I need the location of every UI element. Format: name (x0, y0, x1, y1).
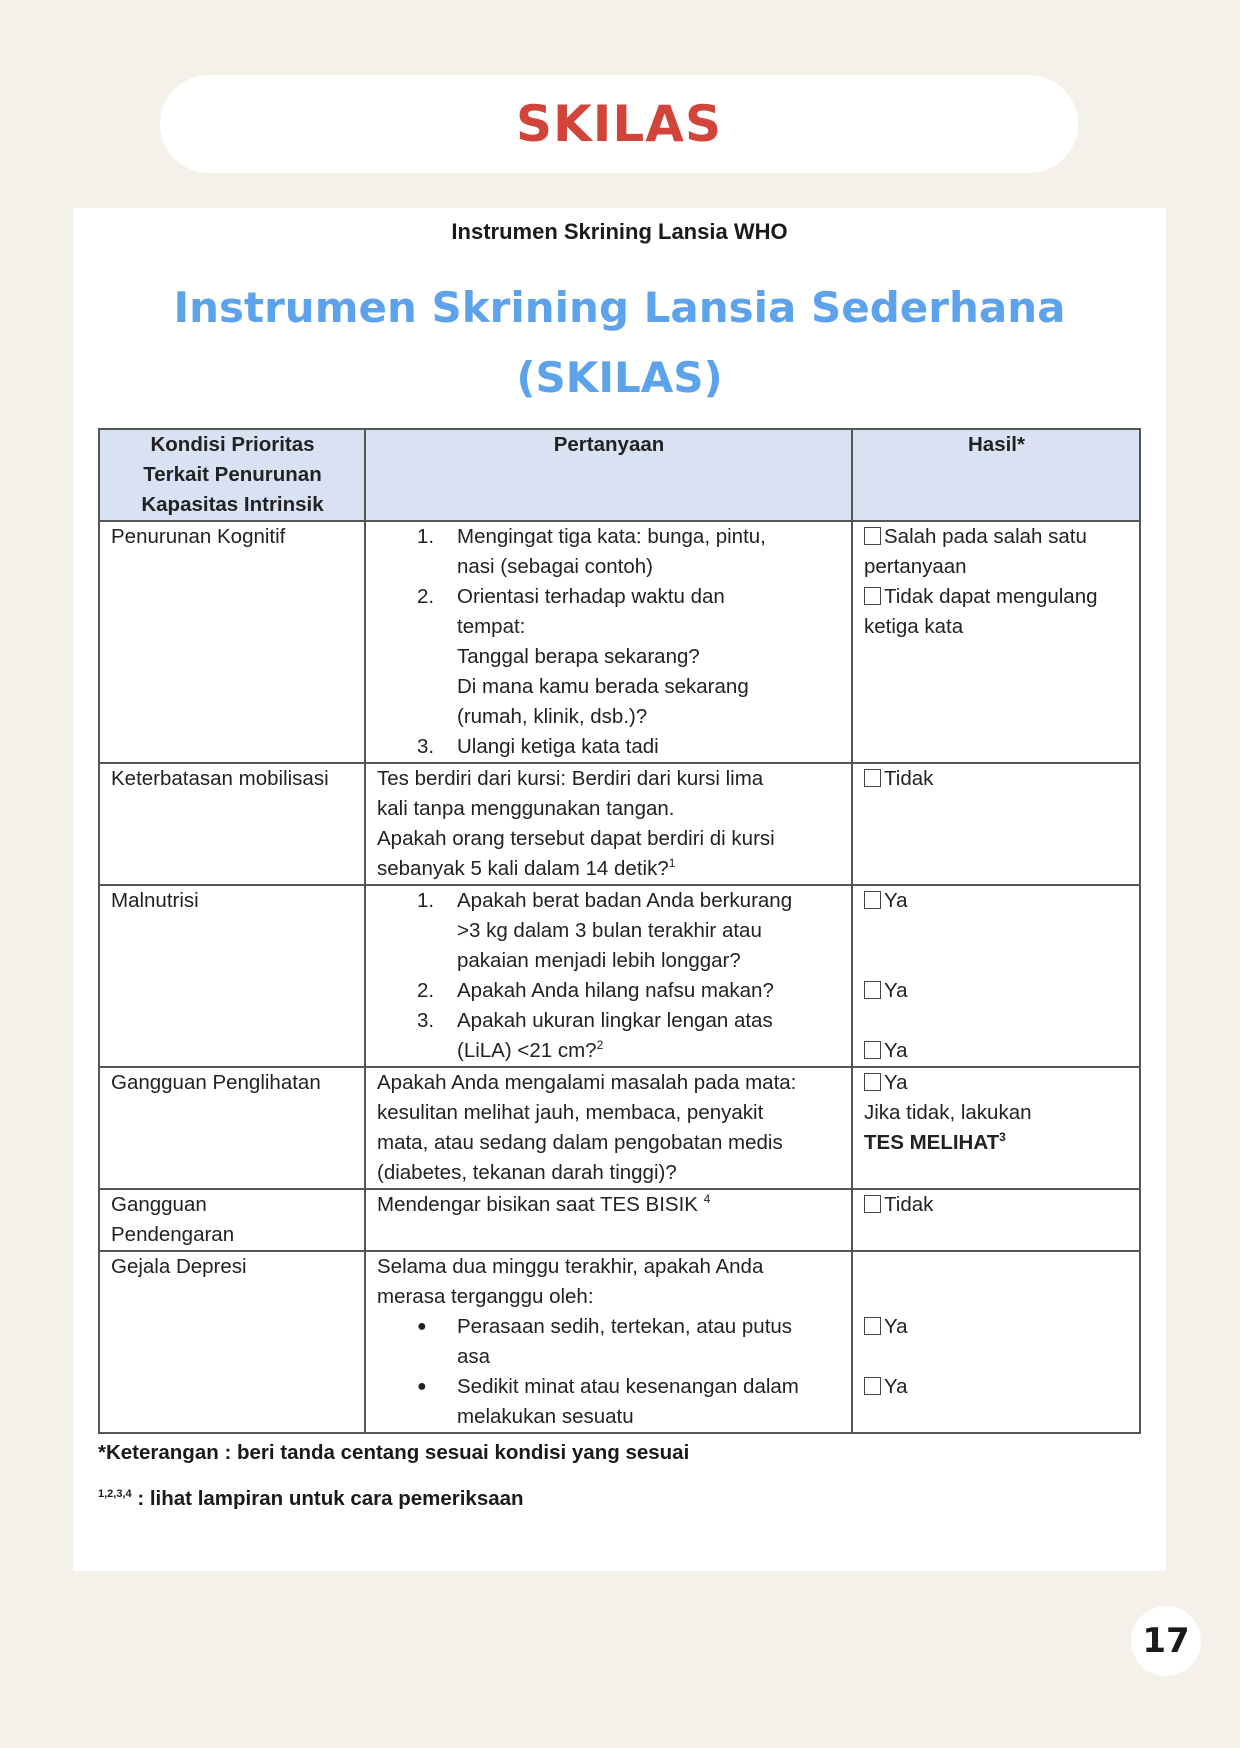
result-cell (852, 763, 1140, 885)
question-number: 3. (417, 1009, 435, 1032)
question-text: mata, atau sedang dalam pengobatan medis (377, 1131, 783, 1154)
table-row (99, 885, 1140, 1067)
table-row (99, 1067, 1140, 1189)
result-label: Ya (884, 1071, 908, 1094)
result-cell (852, 521, 1140, 763)
question-text: Apakah Anda hilang nafsu makan? (457, 979, 774, 1002)
question-text: Apakah berat badan Anda berkurang (457, 889, 793, 912)
question-cell (365, 521, 852, 763)
bullet-item (417, 1372, 841, 1432)
result-note: Jika tidak, lakukan (864, 1101, 1032, 1124)
question-text: Mendengar bisikan saat TES BISIK (377, 1193, 704, 1216)
checkbox-icon[interactable] (864, 587, 881, 605)
question-text: melakukan sesuatu (457, 1405, 634, 1428)
result-option[interactable] (864, 764, 1129, 794)
result-cell (852, 1251, 1140, 1433)
question-text: pakaian menjadi lebih longgar? (457, 949, 741, 972)
result-option[interactable] (864, 886, 1129, 916)
question-text: Tanggal berapa sekarang? (457, 645, 700, 668)
condition-cell: Penurunan Kognitif (99, 521, 365, 763)
question-number: 2. (417, 585, 435, 608)
question-text: Di mana kamu berada sekarang (457, 675, 749, 698)
question-text: Sedikit minat atau kesenangan dalam (457, 1375, 799, 1398)
question-cell (365, 1251, 852, 1433)
result-label: Tidak (884, 767, 934, 790)
result-option[interactable] (864, 1068, 1129, 1098)
result-cell (852, 1189, 1140, 1251)
result-option[interactable] (864, 1036, 1129, 1066)
result-option[interactable] (864, 1312, 1129, 1342)
question-text: Selama dua minggu terakhir, apakah Anda (377, 1255, 764, 1278)
result-option[interactable] (864, 582, 1129, 612)
result-label: Ya (884, 1039, 908, 1062)
question-text: nasi (sebagai contoh) (457, 555, 654, 578)
question-cell (365, 763, 852, 885)
footnote-ref: 1 (668, 856, 676, 871)
question-cell (365, 885, 852, 1067)
table-row (99, 1251, 1140, 1433)
table-row (99, 521, 1140, 763)
checkbox-icon[interactable] (864, 1317, 881, 1335)
checkbox-icon[interactable] (864, 891, 881, 909)
question-text: Tes berdiri dari kursi: Berdiri dari kursi lima (377, 767, 764, 790)
question-item (417, 522, 841, 582)
header-condition-line3: Kapasitas Intrinsik (141, 493, 324, 516)
result-note-test: TES MELIHAT (864, 1131, 1000, 1154)
question-number: 1. (417, 525, 435, 548)
result-option[interactable] (864, 522, 1129, 552)
checkbox-icon[interactable] (864, 1377, 881, 1395)
question-text: merasa terganggu oleh: (377, 1285, 594, 1308)
header-condition (99, 429, 365, 521)
header-question: Pertanyaan (365, 429, 852, 521)
question-text: asa (457, 1345, 491, 1368)
table-and-notes (98, 428, 1141, 1514)
skilas-table (98, 428, 1141, 1434)
question-cell (365, 1067, 852, 1189)
question-text: tempat: (457, 615, 526, 638)
bullet-item (417, 1312, 841, 1372)
question-text: (LiLA) <21 cm? (457, 1039, 597, 1062)
result-label: Tidak (884, 1193, 934, 1216)
header-title-pill (160, 75, 1078, 173)
question-text: kali tanpa menggunakan tangan. (377, 797, 675, 820)
result-label-cont: ketiga kata (864, 615, 964, 638)
question-item (417, 976, 841, 1006)
result-label: Ya (884, 889, 908, 912)
checkbox-icon[interactable] (864, 1195, 881, 1213)
document-title-line1: Instrumen Skrining Lansia Sederhana (173, 283, 1066, 332)
question-text: Ulangi ketiga kata tadi (457, 735, 659, 758)
document-panel (73, 208, 1166, 1571)
question-text: (rumah, klinik, dsb.)? (457, 705, 648, 728)
table-header-row (99, 429, 1140, 521)
condition-cell: Malnutrisi (99, 885, 365, 1067)
condition-cell: Gangguan Penglihatan (99, 1067, 365, 1189)
question-item (417, 886, 841, 976)
result-option[interactable] (864, 1190, 1129, 1220)
question-text: kesulitan melihat jauh, membaca, penyakit (377, 1101, 764, 1124)
checkbox-icon[interactable] (864, 981, 881, 999)
result-label: Ya (884, 1315, 908, 1338)
condition-cell (99, 1189, 365, 1251)
condition-cell: Keterbatasan mobilisasi (99, 763, 365, 885)
footnote-refs: 1,2,3,4 (98, 1488, 132, 1501)
document-subtitle: Instrumen Skrining Lansia WHO (451, 219, 788, 244)
result-label: Ya (884, 979, 908, 1002)
page-number: 17 (1131, 1606, 1201, 1676)
question-text: Apakah orang tersebut dapat berdiri di kursi (377, 827, 775, 850)
result-option[interactable] (864, 1372, 1129, 1402)
header-condition-line1: Kondisi Prioritas (150, 433, 315, 456)
question-number: 3. (417, 735, 435, 758)
result-label: Tidak dapat mengulang (884, 585, 1098, 608)
condition-text: Pendengaran (111, 1223, 235, 1246)
question-number: 1. (417, 889, 435, 912)
header-result: Hasil* (852, 429, 1140, 521)
question-text: sebanyak 5 kali dalam 14 detik? (377, 857, 669, 880)
document-title-line2: (SKILAS) (516, 353, 723, 402)
question-text: >3 kg dalam 3 bulan terakhir atau (457, 919, 762, 942)
question-text: Apakah ukuran lingkar lengan atas (457, 1009, 773, 1032)
question-text: Orientasi terhadap waktu dan (457, 585, 725, 608)
result-cell (852, 885, 1140, 1067)
note-appendix-text: : lihat lampiran untuk cara pemeriksaan (131, 1487, 524, 1510)
result-label: Salah pada salah satu (884, 525, 1087, 548)
question-number: 2. (417, 979, 435, 1002)
question-cell (365, 1189, 852, 1251)
checkbox-icon[interactable] (864, 769, 881, 787)
checkbox-icon[interactable] (864, 1073, 881, 1091)
checkbox-icon[interactable] (864, 527, 881, 545)
footnote-ref: 2 (596, 1038, 604, 1053)
condition-text: Gangguan (111, 1193, 207, 1216)
footnote-ref: 4 (703, 1192, 711, 1207)
result-cell (852, 1067, 1140, 1189)
result-option[interactable] (864, 976, 1129, 1006)
header-condition-line2: Terkait Penurunan (143, 463, 322, 486)
bullet-icon: ● (417, 1318, 427, 1335)
result-label: Ya (884, 1375, 908, 1398)
table-row (99, 1189, 1140, 1251)
header-title: SKILAS (516, 95, 722, 153)
document-title (73, 273, 1166, 413)
result-label-cont: pertanyaan (864, 555, 967, 578)
question-text: Perasaan sedih, tertekan, atau putus (457, 1315, 793, 1338)
table-row (99, 763, 1140, 885)
footnote-ref: 3 (999, 1130, 1006, 1145)
question-text: Mengingat tiga kata: bunga, pintu, (457, 525, 766, 548)
condition-cell: Gejala Depresi (99, 1251, 365, 1433)
note-legend: *Keterangan : beri tanda centang sesuai kondisi yang sesuai (98, 1441, 690, 1464)
question-text: Apakah Anda mengalami masalah pada mata: (377, 1071, 797, 1094)
question-item (417, 1006, 841, 1066)
note-appendix (98, 1484, 1141, 1514)
question-text: (diabetes, tekanan darah tinggi)? (377, 1161, 677, 1184)
bullet-icon: ● (417, 1378, 427, 1395)
checkbox-icon[interactable] (864, 1041, 881, 1059)
question-item (417, 582, 841, 732)
question-item (417, 732, 841, 762)
